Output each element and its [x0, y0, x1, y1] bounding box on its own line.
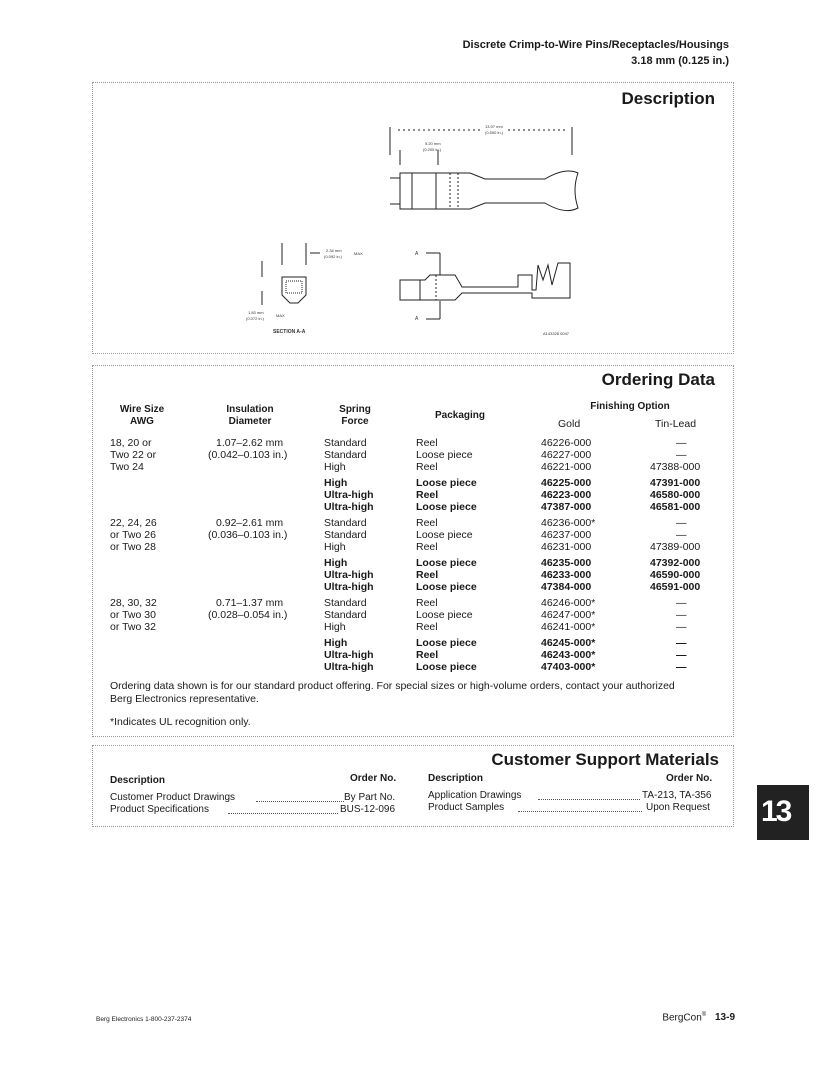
order-pack-cell: Reel — [416, 517, 438, 529]
order-gold-cell: 46241-000* — [541, 621, 596, 633]
order-tin-cell: 47391-000 — [650, 477, 701, 489]
order-force-cell: Standard — [324, 529, 367, 541]
drawing-number: A143328 0047 — [543, 331, 570, 336]
support-left-order-1: By Part No. — [344, 792, 396, 803]
footer-page — [662, 1012, 735, 1023]
catalog-header-title: Discrete Crimp-to-Wire Pins/Receptacles/Housings — [462, 39, 729, 51]
order-tin-cell: 46580-000 — [650, 489, 701, 501]
col-insulation: Insulation Diameter — [226, 404, 274, 427]
order-gold-cell: 46233-000 — [541, 569, 592, 581]
order-gold-cell: 46236-000* — [541, 517, 596, 529]
insulation-line: 1.07–2.62 mm — [216, 437, 284, 449]
order-pack-cell: Reel — [416, 461, 438, 473]
ul-note: *Indicates UL recognition only. — [110, 716, 251, 728]
order-force-cell: Standard — [324, 609, 367, 621]
footer-brand-mark: ® — [701, 1012, 707, 1018]
leader — [538, 799, 640, 800]
order-gold-cell: 46247-000* — [541, 609, 596, 621]
catalog-header-subtitle: 3.18 mm (0.125 in.) — [631, 55, 729, 67]
width-in: (0.092 in.) — [324, 254, 343, 259]
order-force-cell: High — [324, 541, 346, 553]
leader — [256, 801, 344, 802]
order-force-cell: Ultra-high — [324, 489, 374, 501]
section-tab — [757, 785, 809, 840]
wire-size-line: or Two 32 — [110, 621, 156, 633]
barrel-length-in: (0.205 in.) — [423, 147, 442, 152]
section-label: SECTION A-A — [273, 329, 306, 335]
order-pack-cell: Loose piece — [416, 501, 477, 513]
leader — [518, 811, 642, 812]
order-tin-cell: — — [676, 661, 687, 673]
order-gold-cell: 46221-000 — [541, 461, 592, 473]
pin-technical-drawing — [240, 115, 600, 345]
height-in: (0.072 in.) — [246, 316, 265, 321]
order-tin-cell: — — [676, 637, 687, 649]
col-gold: Gold — [558, 418, 581, 430]
order-tin-cell: 46581-000 — [650, 501, 701, 513]
order-pack-cell: Reel — [416, 569, 439, 581]
order-pack-cell: Loose piece — [416, 609, 473, 621]
order-force-cell: Ultra-high — [324, 649, 374, 661]
order-force-cell: Ultra-high — [324, 569, 374, 581]
col-wire-size: Wire Size AWG — [119, 404, 165, 427]
order-tin-cell: — — [676, 621, 687, 633]
leader — [228, 813, 338, 814]
support-right-order-1: TA-213, TA-356 — [642, 790, 712, 801]
order-pack-cell: Reel — [416, 541, 438, 553]
wire-size-line: or Two 28 — [110, 541, 156, 553]
insulation-line: 0.71–1.37 mm — [216, 597, 284, 609]
order-force-cell: High — [324, 461, 346, 473]
support-order-header-right: Order No. — [666, 773, 713, 784]
support-desc-header-left: Description — [110, 775, 166, 786]
order-force-cell: High — [324, 557, 348, 569]
order-tin-cell: — — [676, 449, 687, 461]
wire-size-line: Two 22 or — [110, 449, 157, 461]
ordering-title: Ordering Data — [601, 370, 715, 389]
ordering-note: Ordering data shown is for our standard product offering. For special sizes or high-volume orders, contact your authorized Berg Electronics representative. — [110, 680, 675, 705]
overall-length-mm: 13.97 mm — [485, 124, 503, 129]
order-force-cell: Standard — [324, 449, 367, 461]
wire-size-line: or Two 26 — [110, 529, 156, 541]
order-tin-cell: — — [676, 529, 687, 541]
order-pack-cell: Loose piece — [416, 529, 473, 541]
order-tin-cell: 46591-000 — [650, 581, 701, 593]
section-marker-top: A — [415, 251, 419, 257]
order-pack-cell: Loose piece — [416, 661, 477, 673]
insulation-line: (0.042–0.103 in.) — [208, 449, 288, 461]
footer-brand: BergCon — [662, 1012, 702, 1024]
order-pack-cell: Reel — [416, 437, 438, 449]
order-tin-cell: 47389-000 — [650, 541, 701, 553]
height-max: MAX — [276, 313, 285, 318]
order-pack-cell: Reel — [416, 649, 439, 661]
order-force-cell: Standard — [324, 517, 367, 529]
description-title: Description — [621, 89, 715, 108]
order-force-cell: Ultra-high — [324, 581, 374, 593]
col-finishing: Finishing Option — [590, 401, 670, 412]
insulation-line: (0.028–0.054 in.) — [208, 609, 288, 621]
order-tin-cell: 47388-000 — [650, 461, 701, 473]
wire-size-line: or Two 30 — [110, 609, 156, 621]
order-tin-cell: — — [676, 517, 687, 529]
order-force-cell: Standard — [324, 437, 367, 449]
order-gold-cell: 47384-000 — [541, 581, 592, 593]
order-force-cell: High — [324, 621, 346, 633]
order-pack-cell: Reel — [416, 489, 439, 501]
footer-page-number: 13-9 — [714, 1012, 735, 1024]
col-tinlead: Tin-Lead — [655, 418, 697, 430]
support-title: Customer Support Materials — [491, 750, 719, 769]
order-force-cell: Ultra-high — [324, 501, 374, 513]
order-gold-cell: 46225-000 — [541, 477, 592, 489]
order-force-cell: High — [324, 477, 348, 489]
support-desc-header-right: Description — [428, 773, 484, 784]
order-gold-cell: 46245-000* — [541, 637, 596, 649]
insulation-line: 0.92–2.61 mm — [216, 517, 284, 529]
support-right-order-2: Upon Request — [646, 802, 710, 813]
wire-size-line: 18, 20 or — [110, 437, 152, 449]
order-gold-cell: 46235-000 — [541, 557, 592, 569]
order-tin-cell: 47392-000 — [650, 557, 701, 569]
order-pack-cell: Loose piece — [416, 637, 477, 649]
footer-phone: Berg Electronics 1-800-237-2374 — [96, 1016, 192, 1023]
overall-length-in: (0.550 in.) — [485, 130, 504, 135]
order-tin-cell: — — [676, 609, 687, 621]
support-left-order-2: BUS-12-096 — [340, 804, 396, 815]
order-gold-cell: 46226-000 — [541, 437, 592, 449]
insulation-line: (0.036–0.103 in.) — [208, 529, 288, 541]
order-gold-cell: 46246-000* — [541, 597, 596, 609]
barrel-length-mm: 5.20 mm — [425, 141, 441, 146]
order-force-cell: Standard — [324, 597, 367, 609]
support-order-header-left: Order No. — [350, 773, 397, 784]
wire-size-line: 22, 24, 26 — [110, 517, 157, 529]
order-gold-cell: 47387-000 — [541, 501, 592, 513]
order-pack-cell: Reel — [416, 621, 438, 633]
section-marker-bottom: A — [415, 316, 419, 322]
order-pack-cell: Loose piece — [416, 581, 477, 593]
support-right-item-2: Product Samples — [428, 802, 505, 813]
order-pack-cell: Loose piece — [416, 449, 473, 461]
order-force-cell: Ultra-high — [324, 661, 374, 673]
order-gold-cell: 47403-000* — [541, 661, 596, 673]
order-force-cell: High — [324, 637, 348, 649]
order-tin-cell: — — [676, 437, 687, 449]
order-tin-cell: 46590-000 — [650, 569, 701, 581]
support-right-item-1: Application Drawings — [428, 790, 522, 801]
order-pack-cell: Loose piece — [416, 477, 477, 489]
col-spring-force: Spring Force — [339, 404, 371, 427]
support-left-item-1: Customer Product Drawings — [110, 792, 236, 803]
width-max: MAX — [354, 251, 363, 256]
width-mm: 2.34 mm — [326, 248, 342, 253]
wire-size-line: Two 24 — [110, 461, 144, 473]
order-gold-cell: 46227-000 — [541, 449, 592, 461]
order-tin-cell: — — [676, 597, 687, 609]
order-pack-cell: Reel — [416, 597, 438, 609]
order-tin-cell: — — [676, 649, 687, 661]
order-gold-cell: 46243-000* — [541, 649, 596, 661]
col-packaging: Packaging — [434, 410, 486, 421]
order-gold-cell: 46231-000 — [541, 541, 592, 553]
order-gold-cell: 46237-000 — [541, 529, 592, 541]
support-left-item-2: Product Specifications — [110, 804, 209, 815]
order-pack-cell: Loose piece — [416, 557, 477, 569]
order-gold-cell: 46223-000 — [541, 489, 592, 501]
section-tab-number: 13 — [761, 795, 791, 828]
wire-size-line: 28, 30, 32 — [110, 597, 157, 609]
height-mm: 1.83 mm — [248, 310, 264, 315]
